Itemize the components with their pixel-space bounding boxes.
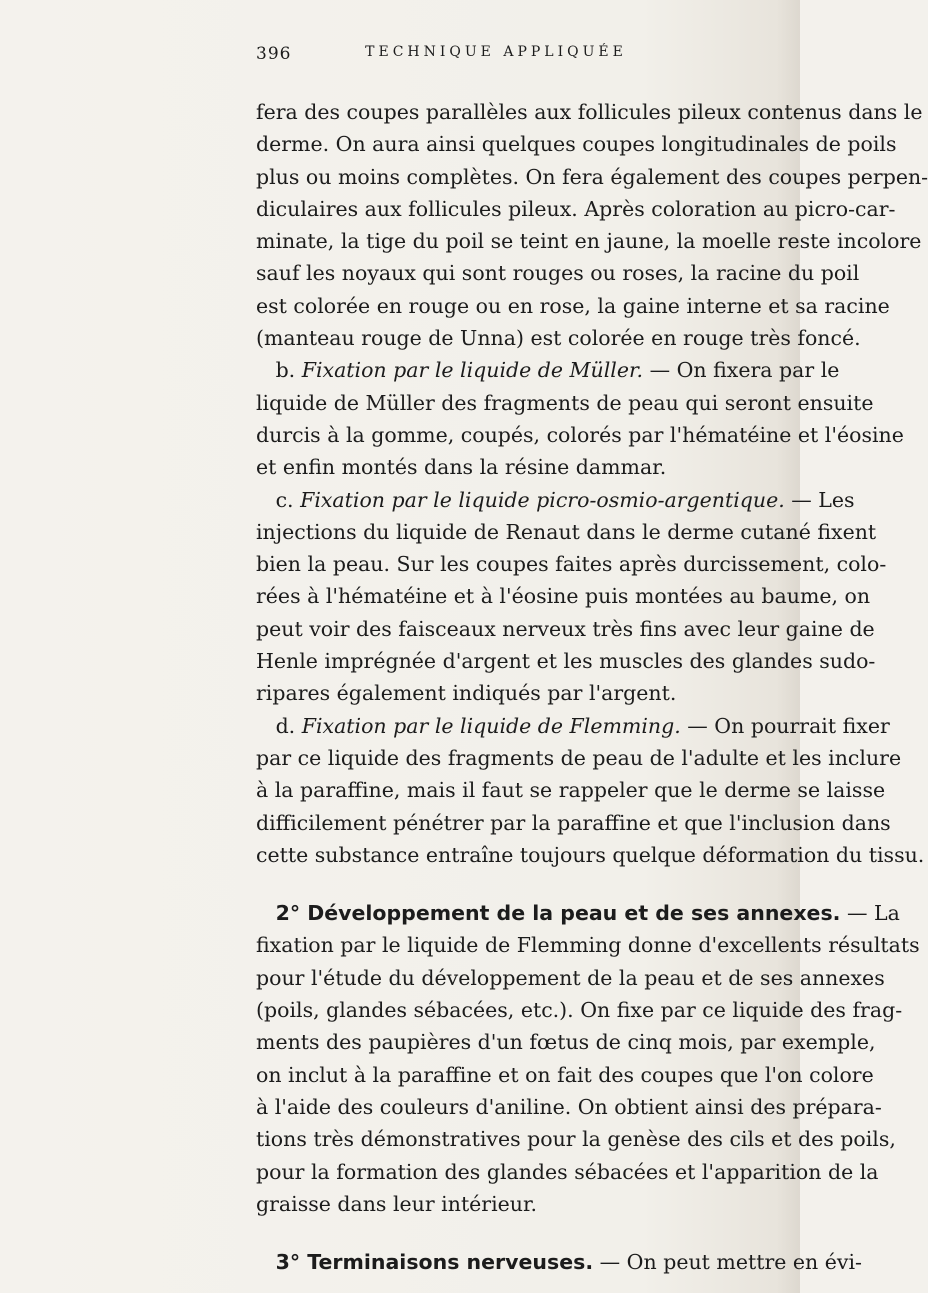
item-b-first-line — [256, 354, 840, 386]
text-line: peut voir des faisceaux nerveux très fins avec leur gaine de — [256, 616, 875, 641]
text-line: diculaires aux follicules pileux. Après coloration au picro-car- — [256, 196, 896, 221]
page-number: 396 — [256, 44, 292, 64]
text-line: durcis à la gomme, coupés, colorés par l'hématéine et l'éosine — [256, 422, 904, 447]
text-line: liquide de Müller des fragments de peau qui seront ensuite — [256, 390, 874, 415]
section-3 — [256, 1246, 862, 1278]
text-line: graisse dans leur intérieur. — [256, 1191, 538, 1216]
text-line: tions très démonstratives pour la genèse des cils et des poils, — [256, 1127, 896, 1152]
item-label: d. — [275, 713, 296, 738]
text-line: à l'aide des couleurs d'aniline. On obtient ainsi des prépara- — [256, 1094, 882, 1119]
text-line: sauf les noyaux qui sont rouges ou roses, la racine du poil — [256, 261, 860, 286]
text-line: plus ou moins complètes. On fera également des coupes perpen- — [256, 164, 928, 189]
text-line: pour la formation des glandes sébacées et l'apparition de la — [256, 1159, 879, 1184]
item-b — [256, 354, 904, 483]
item-first-rest: — On pourrait fixer — [687, 713, 890, 738]
text-line: injections du liquide de Renaut dans le derme cutané fixent — [256, 519, 877, 544]
text-line: Henle imprégnée d'argent et les muscles des glandes sudo- — [256, 649, 876, 674]
text-line: ments des paupières d'un fœtus de cinq mois, par exemple, — [256, 1030, 876, 1055]
item-c — [256, 484, 887, 710]
page-header — [256, 44, 736, 70]
item-d — [256, 710, 925, 871]
text-line: (poils, glandes sébacées, etc.). On fixe par ce liquide des frag- — [256, 998, 903, 1023]
text-line: minate, la tige du poil se teint en jaune, la moelle reste incolore — [256, 229, 922, 254]
text-line: derme. On aura ainsi quelques coupes longitudinales de poils — [256, 132, 897, 157]
text-line: par ce liquide des fragments de peau de l'adulte et les inclure — [256, 745, 902, 770]
text-line: fera des coupes parallèles aux follicules pileux contenus dans le — [256, 100, 923, 124]
text-line: à la paraffine, mais il faut se rappeler que le derme se laisse — [256, 778, 886, 803]
item-d-first-line — [256, 710, 890, 742]
item-title: Fixation par le liquide picro-osmio-argentique. — [300, 487, 785, 512]
body-text — [256, 96, 928, 1278]
text-line: pour l'étude du développement de la peau et de ses annexes — [256, 965, 885, 990]
text-line: bien la peau. Sur les coupes faites après durcissement, colo- — [256, 552, 887, 577]
section-2 — [256, 897, 920, 1220]
item-first-rest: — Les — [791, 487, 855, 512]
item-label: b. — [275, 358, 296, 383]
item-c-first-line — [256, 484, 855, 516]
text-line: difficilement pénétrer par la paraffine et que l'inclusion dans — [256, 810, 891, 835]
section-spacer — [256, 871, 736, 897]
item-title: Fixation par le liquide de Flemming. — [301, 713, 681, 738]
section-3-first-line — [256, 1246, 862, 1278]
paragraph-continuation — [256, 96, 928, 354]
section-first-rest: — La — [847, 901, 900, 926]
text-line: (manteau rouge de Unna) est colorée en rouge très foncé. — [256, 326, 861, 351]
text-line: cette substance entraîne toujours quelque déformation du tissu. — [256, 842, 925, 867]
item-title: Fixation par le liquide de Müller. — [301, 358, 644, 383]
text-line: on inclut à la paraffine et on fait des coupes que l'on colore — [256, 1062, 874, 1087]
section-heading: 3° Terminaisons nerveuses. — [275, 1250, 594, 1275]
section-spacer — [256, 1220, 736, 1246]
section-first-rest: — On peut mettre en évi- — [599, 1250, 862, 1275]
running-head: TECHNIQUE APPLIQUÉE — [365, 44, 627, 60]
text-line: ripares également indiqués par l'argent. — [256, 681, 677, 706]
text-line: est colorée en rouge ou en rose, la gaine interne et sa racine — [256, 293, 890, 318]
text-line: fixation par le liquide de Flemming donne d'excellents résultats — [256, 933, 920, 958]
section-heading: 2° Développement de la peau et de ses annexes. — [275, 901, 841, 926]
text-line: rées à l'hématéine et à l'éosine puis montées au baume, on — [256, 584, 871, 609]
item-label: c. — [275, 487, 294, 512]
section-2-first-line — [256, 897, 900, 929]
item-first-rest: — On fixera par le — [649, 358, 840, 383]
text-line: et enfin montés dans la résine dammar. — [256, 455, 667, 480]
